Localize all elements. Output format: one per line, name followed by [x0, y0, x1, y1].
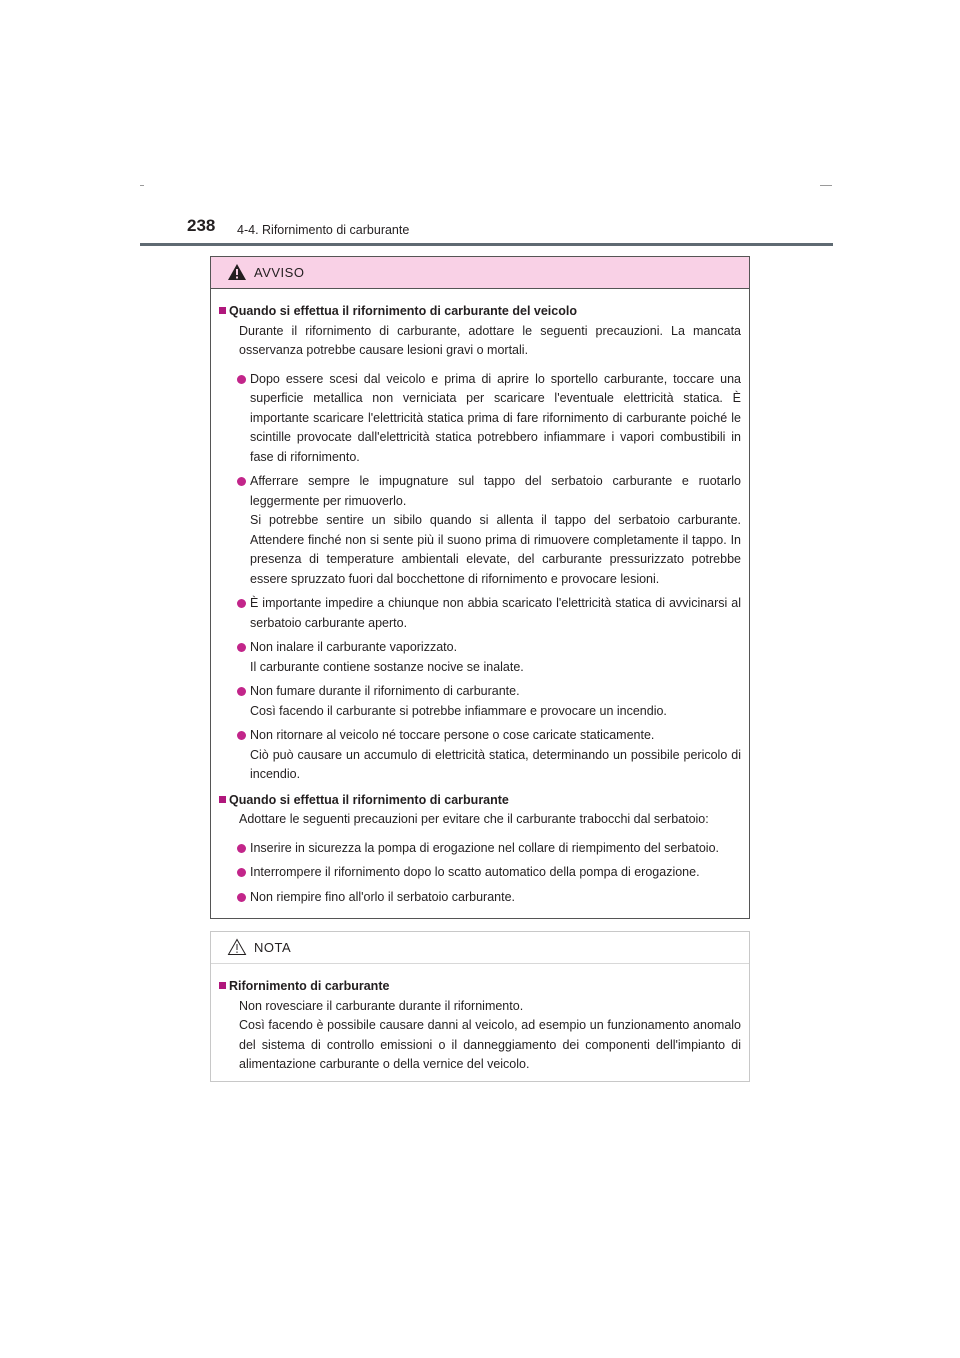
page-number: 238: [187, 216, 216, 235]
warning-intro: Durante il rifornimento di carburante, adottare le seguenti precauzioni. La mancata osservanza potrebbe causare lesioni gravi o mortali.: [239, 323, 741, 357]
square-bullet-icon: [219, 796, 226, 803]
warning-bullet: Non ritornare al veicolo né toccare persone o cose caricate staticamente. Ciò può causare un accumulo di elettricità statica, determinando un possibile pericolo di incendio.: [219, 726, 741, 785]
warning-bullet: Non fumare durante il rifornimento di carburante. Così facendo il carburante si potrebbe infiammare e provocare un incendio.: [219, 682, 741, 721]
warning-box: [210, 256, 750, 919]
notice-box: [210, 931, 750, 1082]
warning-bullet: Inserire in sicurezza la pompa di erogazione nel collare di riempimento del serbatoio.: [219, 839, 741, 859]
round-bullet-icon: [237, 868, 246, 877]
square-bullet-icon: [219, 982, 226, 989]
warning-bullet: Non riempire fino all'orlo il serbatoio carburante.: [219, 888, 741, 908]
warning-section-heading: Quando si effettua il rifornimento di carburante del veicolo: [219, 302, 741, 322]
crop-mark-left: [140, 185, 144, 186]
warning-section-heading: Quando si effettua il rifornimento di carburante: [219, 791, 741, 811]
warning-bullet: Afferrare sempre le impugnature sul tappo del serbatoio carburante e ruotarlo leggermente per rimuoverlo. Si potrebbe sentire un sibilo quando si allenta il tappo del serbatoio carburante. Attendere finché non si sente più il suono prima di rimuovere completamente il tappo. In presenza di temperature ambientali elevate, del carburante pressurizzato potrebbe essere spruzzato fuori dal bocchettone di rifornimento e provocare lesioni.: [219, 472, 741, 589]
warning-body: [211, 289, 749, 907]
round-bullet-icon: [237, 687, 246, 696]
warning-bullet: Dopo essere scesi dal veicolo e prima di aprire lo sportello carburante, toccare una superficie metallica non verniciata per scaricare l'eventuale elettricità statica. È importante scaricare l'elettricità statica prima di fare rifornimento di carburante poiché le scintille provocate dall'elettricità statica potrebbero infiammare i vapori combustibili in fase di rifornimento.: [219, 370, 741, 468]
warning-header: [211, 257, 749, 289]
caution-outline-icon: [227, 938, 247, 956]
page-header: [187, 215, 832, 245]
crop-mark-right: [820, 185, 832, 186]
warning-intro: Adottare le seguenti precauzioni per evitare che il carburante trabocchi dal serbatoio:: [239, 812, 709, 826]
warning-bullet: Interrompere il rifornimento dopo lo scatto automatico della pompa di erogazione.: [219, 863, 741, 883]
round-bullet-icon: [237, 477, 246, 486]
notice-header: [211, 932, 749, 964]
round-bullet-icon: [237, 643, 246, 652]
section-title: 4-4. Rifornimento di carburante: [237, 223, 410, 237]
warning-bullet: È importante impedire a chiunque non abbia scaricato l'elettricità statica di avvicinarsi al serbatoio carburante aperto.: [219, 594, 741, 633]
notice-body: [211, 964, 749, 1075]
round-bullet-icon: [237, 375, 246, 384]
round-bullet-icon: [237, 731, 246, 740]
notice-title: NOTA: [254, 940, 292, 955]
notice-heading: Rifornimento di carburante: [219, 977, 741, 997]
header-rule: [140, 243, 833, 246]
warning-bullet: Non inalare il carburante vaporizzato. Il carburante contiene sostanze nocive se inalate.: [219, 638, 741, 677]
round-bullet-icon: [237, 893, 246, 902]
warning-title: AVVISO: [254, 265, 305, 280]
square-bullet-icon: [219, 307, 226, 314]
notice-line: Così facendo è possibile causare danni al veicolo, ad esempio un funzionamento anomalo del sistema di controllo emissioni o il danneggiamento dei componenti dell'impianto di alimentazione carburante o della vernice del veicolo.: [239, 1018, 741, 1071]
round-bullet-icon: [237, 599, 246, 608]
round-bullet-icon: [237, 844, 246, 853]
warning-icon: [227, 263, 247, 281]
notice-line: Non rovesciare il carburante durante il rifornimento.: [239, 998, 524, 1013]
